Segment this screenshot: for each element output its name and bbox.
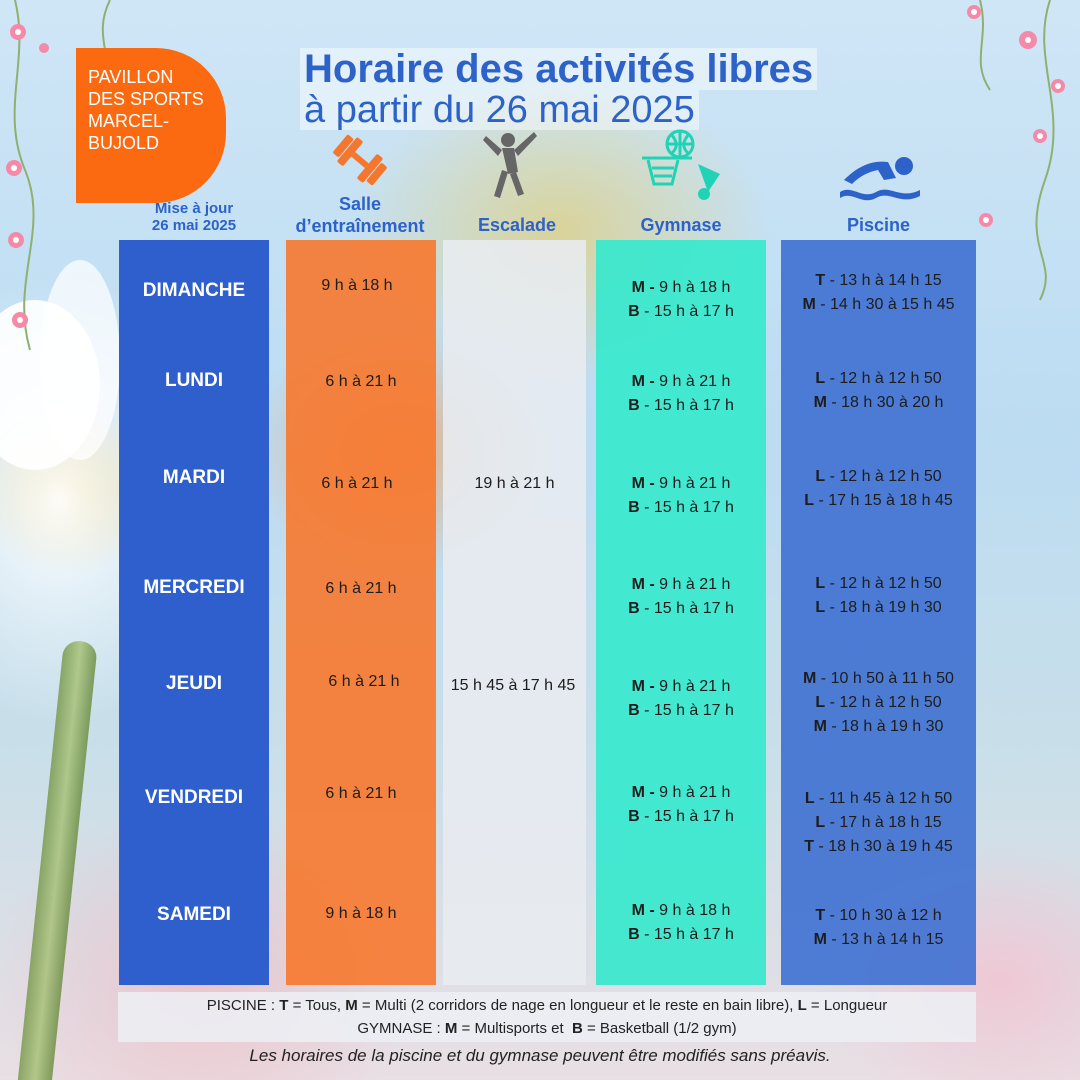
piscine-line: L - 12 h à 12 h 50 bbox=[815, 694, 942, 711]
gymnase-line: B - 15 h à 17 h bbox=[628, 600, 734, 617]
day-label: LUNDI bbox=[164, 370, 224, 391]
piscine-line: L - 12 h à 12 h 50 bbox=[815, 468, 942, 485]
logo-line: MARCEL- bbox=[88, 111, 170, 131]
salle-hours: 6 h à 21 h bbox=[328, 673, 400, 690]
column-header-escalade: Escalade bbox=[477, 215, 557, 235]
gymnase-hours bbox=[596, 781, 766, 829]
footer-note: Les horaires de la piscine et du gymnase peuvent être modifiés sans préavis. bbox=[249, 1046, 831, 1065]
piscine-hours bbox=[781, 667, 976, 739]
piscine-line: M - 14 h 30 à 15 h 45 bbox=[802, 296, 955, 313]
piscine-line: M - 18 h 30 à 20 h bbox=[813, 394, 944, 411]
piscine-line: L - 17 h à 18 h 15 bbox=[815, 814, 942, 831]
legend-piscine: PISCINE : T = Tous, M = Multi (2 corridors de nage en longueur et le reste en bain libre), L = Longueur bbox=[206, 997, 888, 1014]
update-note bbox=[118, 200, 270, 234]
basketball-badminton-icon bbox=[638, 128, 722, 204]
piscine-hours bbox=[781, 787, 976, 859]
gymnase-hours bbox=[596, 472, 766, 520]
days-column bbox=[119, 240, 269, 985]
gymnase-hours bbox=[596, 370, 766, 418]
salle-hours: 6 h à 21 h bbox=[325, 373, 397, 390]
logo-line: DES SPORTS bbox=[88, 89, 204, 109]
flower-stem-decoration bbox=[16, 639, 98, 1080]
salle-hours: 6 h à 21 h bbox=[321, 475, 393, 492]
day-label: JEUDI bbox=[166, 673, 222, 694]
piscine-line: M - 13 h à 14 h 15 bbox=[813, 931, 944, 948]
day-label: VENDREDI bbox=[144, 787, 244, 808]
gymnase-line: M - 9 h à 21 h bbox=[631, 475, 731, 492]
piscine-line: L - 11 h 45 à 12 h 50 bbox=[804, 790, 953, 807]
piscine-line: T - 18 h 30 à 19 h 45 bbox=[804, 838, 953, 855]
column-header-salle bbox=[282, 193, 438, 237]
piscine-line: T - 13 h à 14 h 15 bbox=[815, 272, 942, 289]
gymnase-line: M - 9 h à 18 h bbox=[631, 279, 731, 296]
salle-column bbox=[286, 240, 436, 985]
gymnase-line: M - 9 h à 21 h bbox=[631, 784, 731, 801]
column-header-piscine: Piscine bbox=[846, 215, 911, 235]
gymnase-line: M - 9 h à 21 h bbox=[631, 576, 731, 593]
day-label: DIMANCHE bbox=[142, 280, 246, 301]
logo-line: BUJOLD bbox=[88, 133, 160, 153]
piscine-line: L - 18 h à 19 h 30 bbox=[815, 599, 942, 616]
column-header-line: d’entraînement bbox=[295, 216, 425, 236]
escalade-hours: 19 h à 21 h bbox=[474, 475, 555, 492]
salle-hours: 6 h à 21 h bbox=[325, 785, 397, 802]
update-date: 26 mai 2025 bbox=[151, 217, 237, 234]
swimmer-icon bbox=[838, 152, 922, 204]
gymnase-hours bbox=[596, 573, 766, 621]
gymnase-hours bbox=[596, 675, 766, 723]
piscine-line: M - 18 h à 19 h 30 bbox=[813, 718, 944, 735]
day-label: SAMEDI bbox=[157, 904, 231, 925]
gymnase-hours bbox=[596, 276, 766, 324]
piscine-line: L - 12 h à 12 h 50 bbox=[815, 575, 942, 592]
gymnase-line: B - 15 h à 17 h bbox=[628, 702, 734, 719]
gymnase-line: B - 15 h à 17 h bbox=[628, 397, 734, 414]
piscine-hours bbox=[781, 904, 976, 952]
pavillon-logo bbox=[76, 48, 226, 203]
legend-box bbox=[118, 992, 976, 1042]
page-subtitle: à partir du 26 mai 2025 bbox=[300, 90, 699, 130]
piscine-line: T - 10 h 30 à 12 h bbox=[815, 907, 942, 924]
salle-hours: 6 h à 21 h bbox=[325, 580, 397, 597]
gymnase-line: B - 15 h à 17 h bbox=[628, 926, 734, 943]
title-block bbox=[300, 48, 817, 130]
gymnase-line: M - 9 h à 18 h bbox=[631, 902, 731, 919]
piscine-line: M - 10 h 50 à 11 h 50 bbox=[803, 670, 954, 687]
update-label: Mise à jour bbox=[154, 200, 234, 217]
day-label: MERCREDI bbox=[143, 577, 245, 598]
piscine-hours bbox=[781, 572, 976, 620]
piscine-hours bbox=[781, 269, 976, 317]
dumbbell-icon bbox=[330, 130, 390, 190]
column-header-gymnase: Gymnase bbox=[640, 215, 722, 235]
legend-gymnase: GYMNASE : M = Multisports et B = Basketball (1/2 gym) bbox=[357, 1020, 737, 1037]
gymnase-line: B - 15 h à 17 h bbox=[628, 499, 734, 516]
salle-hours: 9 h à 18 h bbox=[321, 277, 393, 294]
escalade-hours: 15 h 45 à 17 h 45 bbox=[450, 677, 576, 694]
gymnase-line: M - 9 h à 21 h bbox=[631, 373, 731, 390]
escalade-column bbox=[443, 240, 586, 985]
gymnase-hours bbox=[596, 899, 766, 947]
gymnase-line: B - 15 h à 17 h bbox=[628, 808, 734, 825]
piscine-line: L - 12 h à 12 h 50 bbox=[815, 370, 942, 387]
piscine-hours bbox=[781, 465, 976, 513]
logo-line: PAVILLON bbox=[88, 67, 174, 87]
page-title: Horaire des activités libres bbox=[300, 48, 817, 90]
salle-hours: 9 h à 18 h bbox=[325, 905, 397, 922]
gymnase-line: B - 15 h à 17 h bbox=[628, 303, 734, 320]
piscine-line: L - 17 h 15 à 18 h 45 bbox=[804, 492, 953, 509]
gymnase-line: M - 9 h à 21 h bbox=[631, 678, 731, 695]
climber-icon bbox=[478, 128, 542, 202]
day-label: MARDI bbox=[162, 467, 226, 488]
piscine-hours bbox=[781, 367, 976, 415]
column-header-line: Salle bbox=[338, 194, 382, 214]
